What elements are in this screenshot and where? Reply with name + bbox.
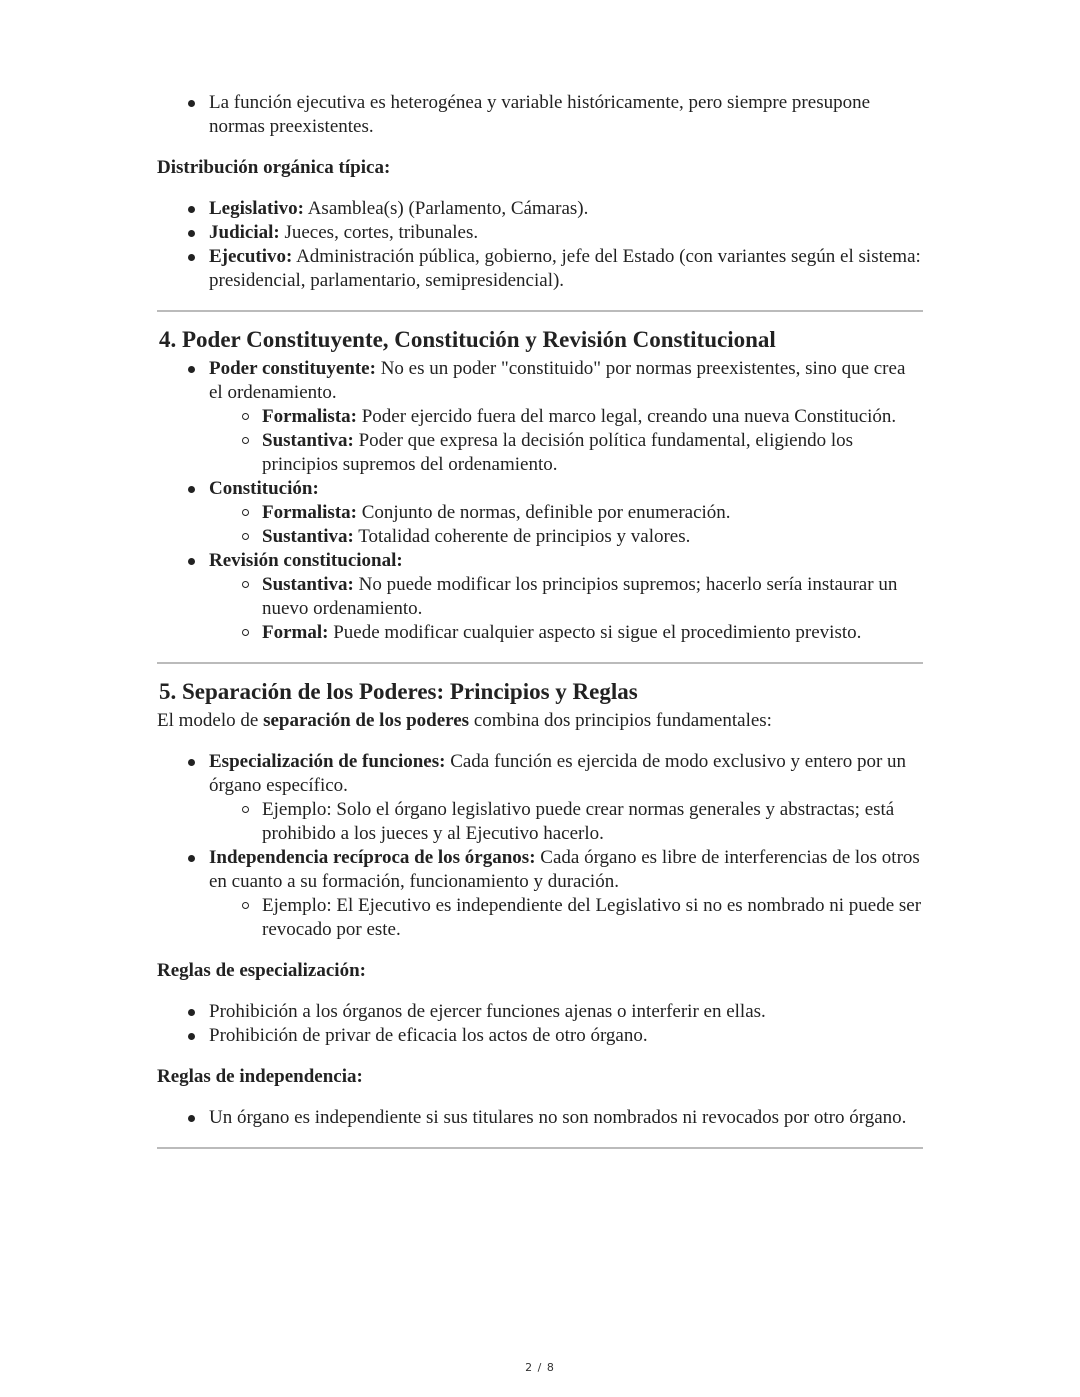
item-label: Sustantiva: xyxy=(262,574,354,595)
list-item xyxy=(157,221,923,245)
item-label: Formal: xyxy=(262,622,329,643)
item-label: Sustantiva: xyxy=(262,526,354,547)
sub-list-item xyxy=(209,798,923,846)
list-item xyxy=(157,1000,923,1024)
item-text: Ejemplo: El Ejecutivo es independiente del Legislativo si no es nombrado ni puede ser revocado por este. xyxy=(262,895,922,940)
section-divider xyxy=(157,310,923,312)
sub-bullet-list xyxy=(209,501,923,549)
bold-term: separación de los poderes xyxy=(263,710,470,731)
item-text: Administración pública, gobierno, jefe del Estado (con variantes según el sistema: presidencial, parlamentario, semipresidencial). xyxy=(209,246,921,291)
sub-list-item xyxy=(209,405,923,429)
bullet-list xyxy=(157,1106,923,1130)
sub-bullet-list xyxy=(209,405,923,477)
item-text: Jueces, cortes, tribunales. xyxy=(279,222,479,243)
item-label: Formalista: xyxy=(262,406,357,427)
item-text: Prohibición de privar de eficacia los actos de otro órgano. xyxy=(209,1025,648,1046)
list-item xyxy=(157,477,923,549)
item-label: Judicial: xyxy=(209,222,280,243)
section-label: Distribución orgánica típica: xyxy=(157,157,391,178)
item-text: Prohibición a los órganos de ejercer funciones ajenas o interferir en ellas. xyxy=(209,1001,766,1022)
bullet-list xyxy=(157,197,923,293)
item-text: Cada órgano es libre de interferencias de los otros en cuanto a su formación, funcionamiento y duración. xyxy=(209,847,920,892)
item-label: Constitución: xyxy=(209,478,319,499)
item-label: Sustantiva: xyxy=(262,430,354,451)
sub-list-item xyxy=(209,501,923,525)
section-label: Reglas de especialización: xyxy=(157,960,366,981)
section-heading: 5. Separación de los Poderes: Principios y Reglas xyxy=(159,679,638,704)
list-item xyxy=(157,197,923,221)
list-item xyxy=(157,357,923,477)
item-label: Legislativo: xyxy=(209,198,304,219)
list-item xyxy=(157,549,923,645)
sub-list-item xyxy=(209,894,923,942)
item-text: Puede modificar cualquier aspecto si sigue el procedimiento previsto. xyxy=(328,622,862,643)
sub-bullet-list xyxy=(209,573,923,645)
item-text: Totalidad coherente de principios y valores. xyxy=(353,526,691,547)
bullet-list xyxy=(157,1000,923,1048)
item-label: Ejecutivo: xyxy=(209,246,293,267)
bullet-list xyxy=(157,750,923,942)
section-divider xyxy=(157,662,923,664)
item-label: Formalista: xyxy=(262,502,357,523)
item-text: Un órgano es independiente si sus titulares no son nombrados ni revocados por otro órgano. xyxy=(209,1107,907,1128)
bullet-list xyxy=(157,91,923,139)
item-text: Conjunto de normas, definible por enumeración. xyxy=(356,502,731,523)
item-text: Poder ejercido fuera del marco legal, creando una nueva Constitución. xyxy=(356,406,897,427)
list-item xyxy=(157,1106,923,1130)
item-text: Asamblea(s) (Parlamento, Cámaras). xyxy=(304,198,589,219)
document-body xyxy=(157,91,923,1163)
item-text: No puede modificar los principios supremos; hacerlo sería instaurar un nuevo ordenamiento. xyxy=(262,574,898,619)
sub-bullet-list xyxy=(209,798,923,846)
item-label: Independencia recíproca de los órganos: xyxy=(209,847,536,868)
text: El modelo de xyxy=(157,710,264,731)
list-item xyxy=(157,91,923,139)
list-item xyxy=(157,1024,923,1048)
item-text: Ejemplo: Solo el órgano legislativo puede crear normas generales y abstractas; está prohibido a los jueces y al Ejecutivo hacerlo. xyxy=(262,799,895,844)
section-divider xyxy=(157,1147,923,1149)
sub-list-item xyxy=(209,573,923,621)
bullet-list xyxy=(157,357,923,645)
item-label: Especialización de funciones: xyxy=(209,751,446,772)
list-item xyxy=(157,846,923,942)
item-text: Cada función es ejercida de modo exclusivo y entero por un órgano específico. xyxy=(209,751,907,796)
list-item xyxy=(157,750,923,846)
section-label: Reglas de independencia: xyxy=(157,1066,363,1087)
item-text: La función ejecutiva es heterogénea y variable históricamente, pero siempre presupone normas preexistentes. xyxy=(209,92,871,137)
sub-list-item xyxy=(209,525,923,549)
sub-list-item xyxy=(209,621,923,645)
text: combina dos principios fundamentales: xyxy=(469,710,772,731)
section-heading: 4. Poder Constituyente, Constitución y Revisión Constitucional xyxy=(159,327,776,352)
item-label: Revisión constitucional: xyxy=(209,550,403,571)
sub-list-item xyxy=(209,429,923,477)
sub-bullet-list xyxy=(209,894,923,942)
item-label: Poder constituyente: xyxy=(209,358,376,379)
list-item xyxy=(157,245,923,293)
item-text: Poder que expresa la decisión política fundamental, eligiendo los principios supremos del ordenamiento. xyxy=(262,430,853,475)
intro-paragraph xyxy=(157,709,923,733)
item-text: No es un poder "constituido" por normas preexistentes, sino que crea el ordenamiento. xyxy=(209,358,906,403)
page-number: 2 / 8 xyxy=(525,1361,555,1374)
